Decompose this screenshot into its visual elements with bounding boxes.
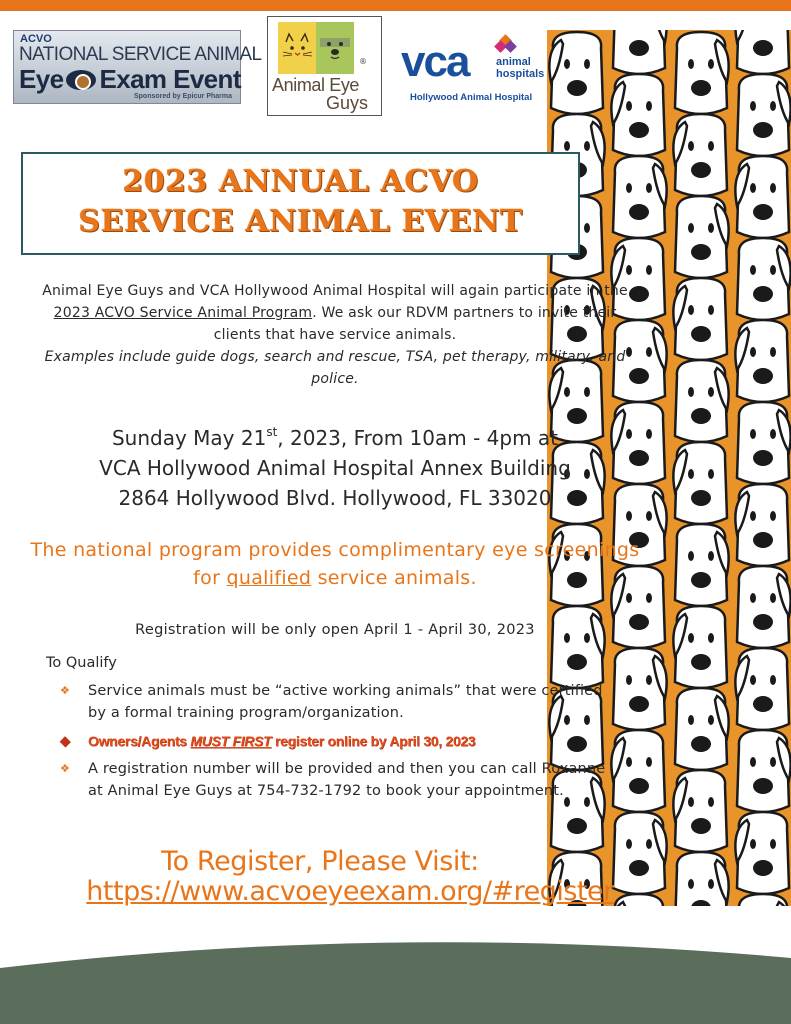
intro-paragraph bbox=[30, 280, 640, 390]
event-address: 2864 Hollywood Blvd. Hollywood, FL 33020 bbox=[118, 486, 552, 510]
national-text-qualified: qualified bbox=[226, 567, 312, 589]
dog-head bbox=[673, 278, 727, 360]
dog-head bbox=[675, 196, 729, 278]
top-accent-bar bbox=[0, 0, 791, 11]
title-line-2: SERVICE ANIMAL EVENT bbox=[78, 204, 523, 239]
intro-text-b: . We ask our RDVM partners to invite their clients that have service animals. bbox=[213, 305, 617, 343]
qualify-list bbox=[60, 680, 620, 808]
dog-head bbox=[675, 852, 729, 906]
vca-subtitle: Hollywood Animal Hospital bbox=[410, 92, 533, 103]
dog-head bbox=[735, 30, 789, 74]
qualify-item-2a: Owners/Agents bbox=[88, 733, 191, 749]
vca-logo bbox=[400, 30, 552, 105]
bullet-diamond-icon: ❖ bbox=[60, 684, 71, 697]
event-date-b: , 2023, From 10am - 4pm at bbox=[277, 426, 559, 450]
title-box bbox=[21, 152, 580, 255]
acvo-logo-eye-word: Eye bbox=[19, 64, 64, 94]
event-date-a: Sunday May 21 bbox=[111, 426, 267, 450]
bullet-diamond-icon: ❖ bbox=[60, 762, 71, 775]
dog-head bbox=[737, 402, 791, 484]
dog-head bbox=[737, 74, 791, 156]
dog-head bbox=[673, 442, 727, 524]
dog-head bbox=[735, 320, 789, 402]
dog-head bbox=[549, 32, 603, 114]
dog-head bbox=[675, 524, 729, 606]
intro-examples: Examples include guide dogs, search and rescue, TSA, pet therapy, military, and police. bbox=[44, 349, 626, 387]
registered-mark: ® bbox=[359, 57, 367, 66]
dog-head bbox=[611, 74, 665, 156]
dog-head bbox=[673, 114, 727, 196]
vca-diamond-icon bbox=[496, 36, 516, 56]
qualify-item-2-emphasis: MUST FIRST bbox=[190, 733, 272, 749]
dog-head bbox=[737, 730, 791, 812]
event-date-sup: st bbox=[266, 425, 278, 439]
dog-head bbox=[737, 566, 791, 648]
dog-head bbox=[613, 156, 667, 238]
aeg-logo-line2: Guys bbox=[326, 93, 369, 113]
acvo-logo-line2: NATIONAL SERVICE ANIMAL bbox=[19, 44, 262, 65]
dog-head bbox=[737, 238, 791, 320]
dog-head bbox=[735, 156, 789, 238]
list-item bbox=[60, 680, 620, 724]
dog-head bbox=[735, 812, 789, 894]
qualify-item-1: Service animals must be “active working animals” that were certified by a formal training program/organization. bbox=[88, 683, 603, 721]
list-item bbox=[60, 730, 620, 752]
vca-side-text bbox=[496, 57, 544, 80]
intro-text-a: Animal Eye Guys and VCA Hollywood Animal Hospital will again participate in the bbox=[42, 283, 628, 299]
acvo-logo-sponsor: Sponsored by Epicur Pharma bbox=[133, 93, 232, 100]
qualify-heading: To Qualify bbox=[46, 655, 117, 671]
program-link[interactable]: 2023 ACVO Service Animal Program bbox=[53, 305, 313, 321]
cat-square bbox=[278, 22, 316, 74]
animal-eye-guys-logo bbox=[267, 16, 382, 116]
qualify-item-3: A registration number will be provided and then you can call Roxanne at Animal Eye Guys at 754-732-1792 to book your appointment. bbox=[88, 761, 606, 799]
acvo-logo-exam-event: Exam Event bbox=[99, 64, 241, 94]
dog-head bbox=[675, 32, 729, 114]
dog-head bbox=[675, 360, 729, 442]
acvo-logo-line1: ACVO bbox=[20, 33, 52, 45]
footer-wave bbox=[0, 930, 791, 1024]
aeg-logo-line1: Animal Eye bbox=[272, 75, 360, 95]
vca-wordmark: vca bbox=[401, 37, 469, 86]
dog-head bbox=[613, 648, 667, 730]
dog-head bbox=[737, 894, 791, 906]
event-date bbox=[30, 423, 640, 453]
vca-side-line1: animal bbox=[496, 56, 531, 68]
acvo-logo bbox=[13, 30, 262, 104]
vca-side-line2: hospitals bbox=[496, 67, 545, 80]
dog-head bbox=[551, 606, 605, 688]
cat-face-icon bbox=[278, 22, 316, 74]
dog-head bbox=[735, 648, 789, 730]
national-program-text bbox=[30, 536, 640, 592]
eye-icon bbox=[66, 70, 96, 90]
event-venue: VCA Hollywood Animal Hospital Annex Building bbox=[99, 456, 571, 480]
register-url-link[interactable]: https://www.acvoeyeexam.org/#register bbox=[86, 876, 614, 907]
dog-head bbox=[735, 484, 789, 566]
dog-square bbox=[316, 22, 354, 74]
qualify-item-2b: register online by April 30, 2023 bbox=[271, 733, 476, 749]
register-cta-heading: To Register, Please Visit: bbox=[161, 846, 479, 877]
national-text-a: The national program provides complimentary eye screenings for bbox=[30, 539, 640, 589]
dog-head bbox=[613, 30, 667, 74]
registration-window: Registration will be only open April 1 - April 30, 2023 bbox=[135, 622, 535, 638]
dog-face-icon bbox=[316, 22, 354, 74]
dog-head bbox=[675, 688, 729, 770]
national-text-b: service animals. bbox=[311, 567, 477, 589]
dog-head bbox=[673, 606, 727, 688]
bullet-diamond-icon: ◆ bbox=[60, 733, 70, 748]
list-item bbox=[60, 758, 620, 802]
dog-head bbox=[673, 770, 727, 852]
title-line-1: 2023 ANNUAL ACVO bbox=[122, 164, 479, 199]
acvo-logo-line3 bbox=[19, 64, 241, 95]
